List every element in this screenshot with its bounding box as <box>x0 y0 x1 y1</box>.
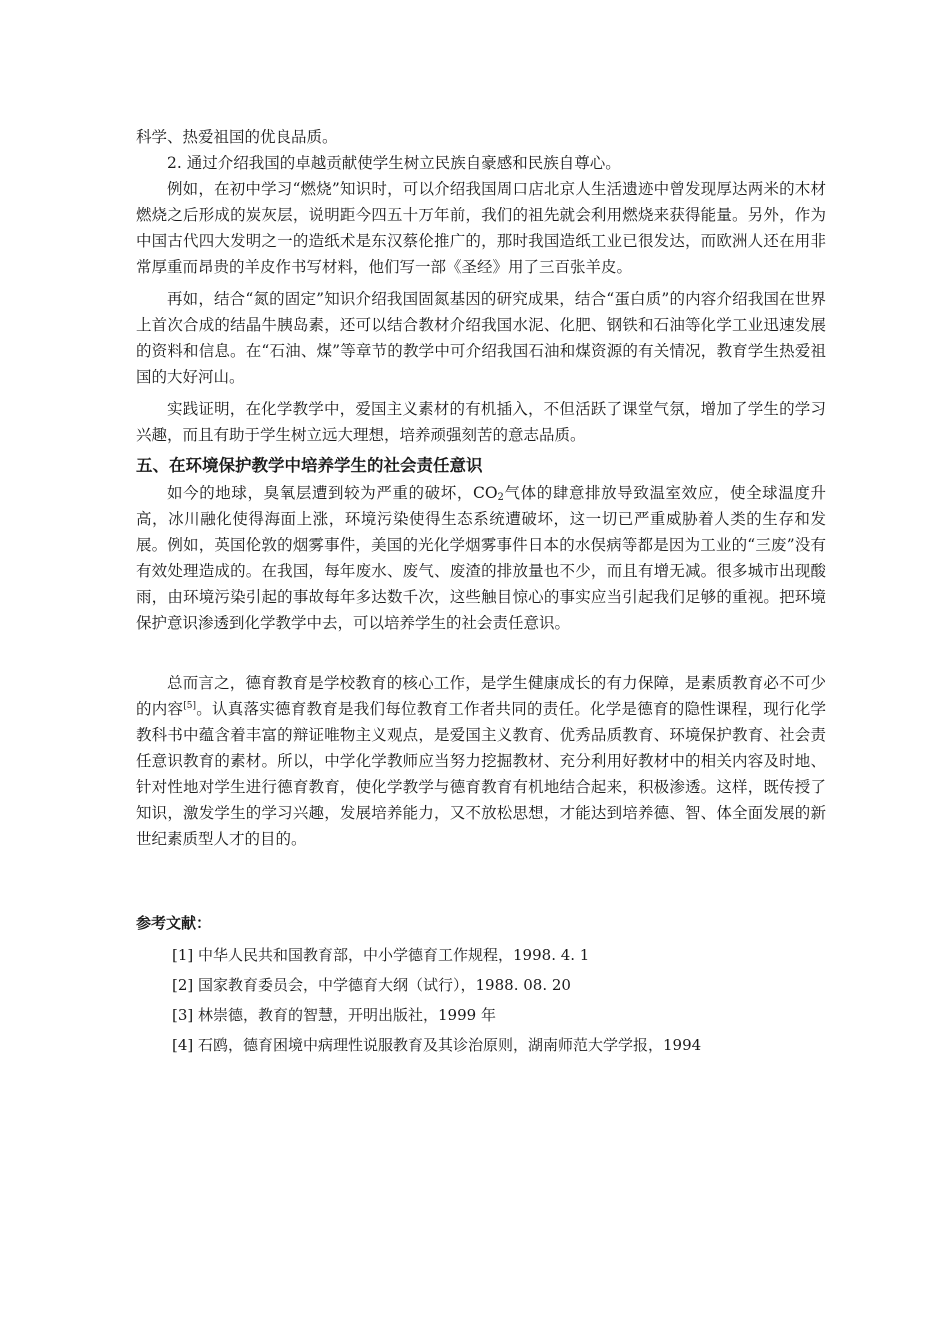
references-title: 参考文献： <box>136 914 212 932</box>
references-list <box>136 940 826 1060</box>
paragraph-example-nitrogen: 再如，结合“氮的固定”知识介绍我国固氮基因的研究成果，结合“蛋白质”的内容介绍我国在世界上首次合成的结晶牛胰岛素，还可以结合教材介绍我国水泥、化肥、钢铁和石油等化学工业迅速发展的资料和信息。在“石油、煤”等章节的教学中可介绍我国石油和煤资源的有关情况，教育学生热爱祖国的大好河山。 <box>136 290 826 386</box>
document-body <box>136 124 826 1060</box>
citation-superscript: [5] <box>183 701 196 711</box>
reference-item: [4] 石鸥，德育困境中病理性说服教育及其诊治原则，湖南师范大学学报，1994 <box>172 1036 702 1054</box>
summary-text-before: 总而言之，德育教育是学校教育的核心工作，是学生健康成长的有力保障，是素质教育必不可少的内容 <box>136 674 826 718</box>
section-heading-5: 五、在环境保护教学中培养学生的社会责任意识 <box>136 456 483 475</box>
co2-subscript: 2 <box>497 492 504 503</box>
env-text-after: 气体的肆意排放导致温室效应，使全球温度升高，冰川融化使得海面上涨，环境污染使得生态系统遭破坏，这一切已严重威胁着人类的生存和发展。例如，英国伦敦的烟雾事件，美国的光化学烟雾事件日本的水俣病等都是因为工业的“三废”没有有效处理造成的。在我国，每年废水、废气、废渣的排放量也不少，而且有增无减。很多城市出现酸雨，由环境污染引起的事故每年多达数千次，这些触目惊心的事实应当引起我们足够的重视。把环境保护意识渗透到化学教学中去，可以培养学生的社会责任意识。 <box>136 484 826 632</box>
paragraph-example-combustion: 例如，在初中学习“燃烧”知识时，可以介绍我国周口店北京人生活遗迹中曾发现厚达两米的木材燃烧之后形成的炭灰层，说明距今四五十万年前，我们的祖先就会利用燃烧来获得能量。另外，作为中国古代四大发明之一的造纸术是东汉蔡伦推广的，那时我国造纸工业已很发达，而欧洲人还在用非常厚重而昂贵的羊皮作书写材料，他们写一部《圣经》用了三百张羊皮。 <box>136 180 826 276</box>
paragraph-environment <box>136 480 826 636</box>
paragraph-intro-end: 科学、热爱祖国的优良品质。 <box>136 128 338 146</box>
paragraph-summary <box>136 670 826 852</box>
reference-item: [1] 中华人民共和国教育部，中小学德育工作规程，1998. 4. 1 <box>172 946 590 964</box>
paragraph-point-2: 2. 通过介绍我国的卓越贡献使学生树立民族自豪感和民族自尊心。 <box>167 154 621 172</box>
env-text-before: 如今的地球，臭氧层遭到较为严重的破坏，CO <box>167 484 498 502</box>
paragraph-practice: 实践证明，在化学教学中，爱国主义素材的有机插入，不但活跃了课堂气氛，增加了学生的学习兴趣，而且有助于学生树立远大理想，培养顽强刻苦的意志品质。 <box>136 400 826 444</box>
summary-text-after: 。认真落实德育教育是我们每位教育工作者共同的责任。化学是德育的隐性课程，现行化学教科书中蕴含着丰富的辩证唯物主义观点，是爱国主义教育、优秀品质教育、环境保护教育、社会责任意识教育的素材。所以，中学化学教师应当努力挖掘教材、充分利用好教材中的相关内容及时地、针对性地对学生进行德育教育，使化学教学与德育教育有机地结合起来，积极渗透。这样，既传授了知识，激发学生的学习兴趣，发展培养能力，又不放松思想，才能达到培养德、智、体全面发展的新世纪素质型人才的目的。 <box>136 700 826 848</box>
reference-item: [3] 林崇德，教育的智慧，开明出版社，1999 年 <box>172 1006 496 1024</box>
reference-item: [2] 国家教育委员会，中学德育大纲（试行），1988. 08. 20 <box>172 976 571 994</box>
